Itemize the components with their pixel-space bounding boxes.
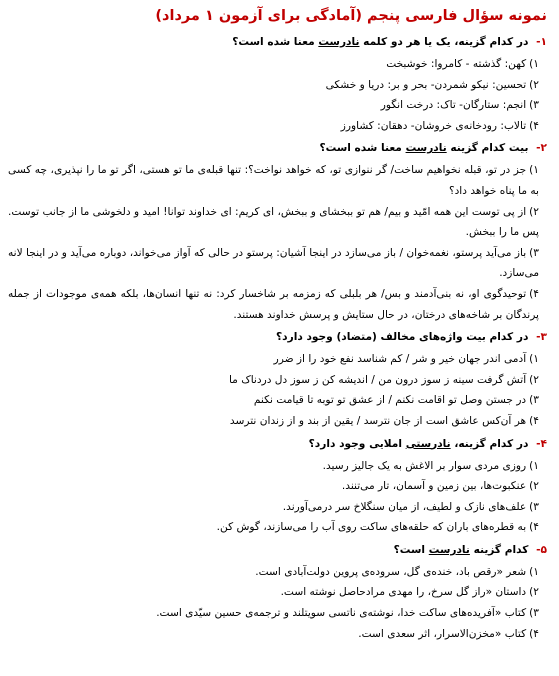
stem-text-end: معنا شده است؟ bbox=[232, 36, 319, 48]
option-text: روزی مردی سوار بر الاغش به یک جالیز رسید. bbox=[322, 459, 527, 472]
stem-underlined-word: نادرست bbox=[428, 543, 470, 556]
question-4 bbox=[8, 434, 547, 538]
option-text: علف‌های نازک و لطیف، از میان سنگلاخ سر درمی‌آورند. bbox=[282, 500, 527, 513]
option-number: ۱) bbox=[529, 353, 539, 366]
stem-text: در کدام بیت واژه‌های مخالف (متضاد) وجود دارد؟ bbox=[276, 331, 529, 344]
option-text: تالاب: رودخانه‌ی خروشان- دهقان: کشاورز bbox=[340, 119, 527, 132]
option bbox=[8, 497, 547, 518]
option bbox=[8, 160, 547, 201]
stem-text: بیت کدام گزینه bbox=[446, 142, 529, 155]
option bbox=[8, 370, 547, 391]
stem-text: کدام گزینه bbox=[469, 543, 529, 556]
option-number: ۲) bbox=[529, 373, 539, 386]
option-number: ۴) bbox=[529, 414, 539, 427]
stem-text: در کدام گزینه، یک یا هر دو کلمه bbox=[359, 36, 529, 48]
question-4-stem bbox=[8, 434, 547, 455]
option bbox=[8, 243, 547, 284]
question-3 bbox=[8, 327, 547, 431]
option-number: ۲) bbox=[529, 586, 539, 599]
option-number: ۴) bbox=[529, 521, 539, 534]
option bbox=[8, 517, 547, 538]
question-number: ۲- bbox=[536, 142, 547, 155]
question-2 bbox=[8, 138, 547, 325]
option bbox=[8, 95, 547, 116]
option-number: ۳) bbox=[529, 500, 539, 513]
option-text: انجم: ستارگان- تاک: درخت انگور bbox=[380, 99, 527, 112]
question-number: ۳- bbox=[536, 331, 547, 344]
stem-underlined-word: نادرست bbox=[318, 36, 360, 48]
stem-text-end: معنا شده است؟ bbox=[319, 142, 406, 155]
option-text: آدمی اندر جهان خیر و شر / کم شناسد نفع خود را از ضرر bbox=[273, 353, 527, 366]
option-text: به قطره‌های باران که حلقه‌های ساکت روی آب را می‌سازند، گوش کن. bbox=[216, 521, 527, 534]
option-number: ۳) bbox=[529, 394, 539, 407]
option bbox=[8, 284, 547, 325]
option-text: کهن: گذشته - کامروا: خوشبخت bbox=[386, 58, 527, 70]
option-number: ۳) bbox=[529, 246, 539, 259]
option bbox=[8, 582, 547, 603]
option-text: آتش گرفت سینه ز سوز درون من / اندیشه کن ز سوز دل دردناک ما bbox=[228, 373, 527, 386]
option-number: ۱) bbox=[529, 58, 539, 70]
option bbox=[8, 411, 547, 432]
option-number: ۲) bbox=[529, 205, 539, 218]
question-number: ۴- bbox=[536, 437, 547, 450]
stem-underlined-word: نادرستی bbox=[405, 437, 451, 450]
option-text: کتاب «آفریده‌های ساکت خدا، نوشته‌ی ناتسی سویتلند و ترجمه‌ی حسین سیّدی است. bbox=[156, 607, 527, 620]
page-title: نمونه سؤال فارسی پنجم (آمادگی برای آزمون ۱ مرداد) bbox=[155, 8, 547, 24]
option-number: ۲) bbox=[529, 480, 539, 493]
option bbox=[8, 349, 547, 370]
stem-underlined-word: نادرست bbox=[405, 142, 447, 155]
option-text: داستان «راز گل سرخ، را مهدی مرادحاصل نوشته است. bbox=[280, 586, 527, 599]
question-number: ۱- bbox=[536, 36, 547, 48]
question-3-stem bbox=[8, 327, 547, 348]
stem-text-end: املایی وجود دارد؟ bbox=[308, 437, 406, 450]
option bbox=[8, 202, 547, 243]
option-number: ۴) bbox=[529, 287, 539, 300]
option-text: هر آن‌کس عاشق است از جان نترسد / یقین از بند و از زندان نترسد bbox=[229, 414, 527, 427]
option-text: شعر «رقص باد، خنده‌ی گل، سروده‌ی پروین دولت‌آبادی است. bbox=[255, 565, 527, 578]
stem-text: در کدام گزینه، bbox=[450, 437, 529, 450]
question-5-stem bbox=[8, 540, 547, 561]
option-number: ۳) bbox=[529, 99, 539, 112]
option bbox=[8, 603, 547, 624]
option bbox=[8, 390, 547, 411]
option bbox=[8, 476, 547, 497]
option bbox=[8, 54, 547, 75]
option-text: توحیدگوی او، نه بنی‌آدمند و بس/ هر بلبلی که زمزمه بر شاخسار کرد: نه تنها انسان‌ها، بلکه همه‌ی موجودات از جمله پرندگان بر شاخه‌های درختان، در حال ستایش و پرسش خداوند هستند. bbox=[8, 287, 539, 321]
question-1-stem bbox=[8, 32, 547, 53]
option-number: ۲) bbox=[529, 78, 539, 91]
option bbox=[8, 75, 547, 96]
question-1 bbox=[8, 32, 547, 136]
option-number: ۱) bbox=[529, 164, 539, 177]
option-number: ۱) bbox=[529, 459, 539, 472]
option-text: عنکبوت‌ها، بین زمین و آسمان، تار می‌تنند. bbox=[341, 480, 527, 493]
question-5 bbox=[8, 540, 547, 644]
option-text: در جستن وصل تو اقامت نکنم / از عشق تو توبه تا قیامت نکنم bbox=[253, 394, 527, 407]
option bbox=[8, 562, 547, 583]
option-number: ۳) bbox=[529, 607, 539, 620]
option bbox=[8, 456, 547, 477]
option-number: ۴) bbox=[529, 627, 539, 640]
option-text: تحسین: نیکو شمردن- بحر و بر: دریا و خشکی bbox=[325, 78, 527, 91]
question-2-stem bbox=[8, 138, 547, 159]
option-number: ۴) bbox=[529, 119, 539, 132]
option-number: ۱) bbox=[529, 565, 539, 578]
option-text: جز در تو، قبله نخواهیم ساخت/ گر ننوازی تو، که خواهد نواخت؟: تنها قبله‌ی ما تو هستی، اگر تو ما را نپذیری، چه کسی به ما پناه خواهد داد؟ bbox=[8, 164, 539, 197]
stem-text-end: است؟ bbox=[393, 543, 429, 556]
option bbox=[8, 116, 547, 137]
option-text: از پی توست این همه امّید و بیم/ هم تو ببخشای و ببخش، ای کریم: ای خداوند توانا! امید و دلخوشی ما از جانب توست. پس ما را ببخش. bbox=[8, 205, 539, 239]
option-text: باز می‌آید پرستو، نغمه‌خوان / باز می‌سازد در اینجا آشیان: پرستو در حالی که آواز می‌خواند، دوباره می‌آید و در اینجا لانه می‌سازد. bbox=[8, 246, 539, 280]
question-number: ۵- bbox=[536, 543, 547, 556]
option-text: کتاب «مخزن‌الاسرار، اثر سعدی است. bbox=[358, 627, 527, 640]
option bbox=[8, 624, 547, 645]
